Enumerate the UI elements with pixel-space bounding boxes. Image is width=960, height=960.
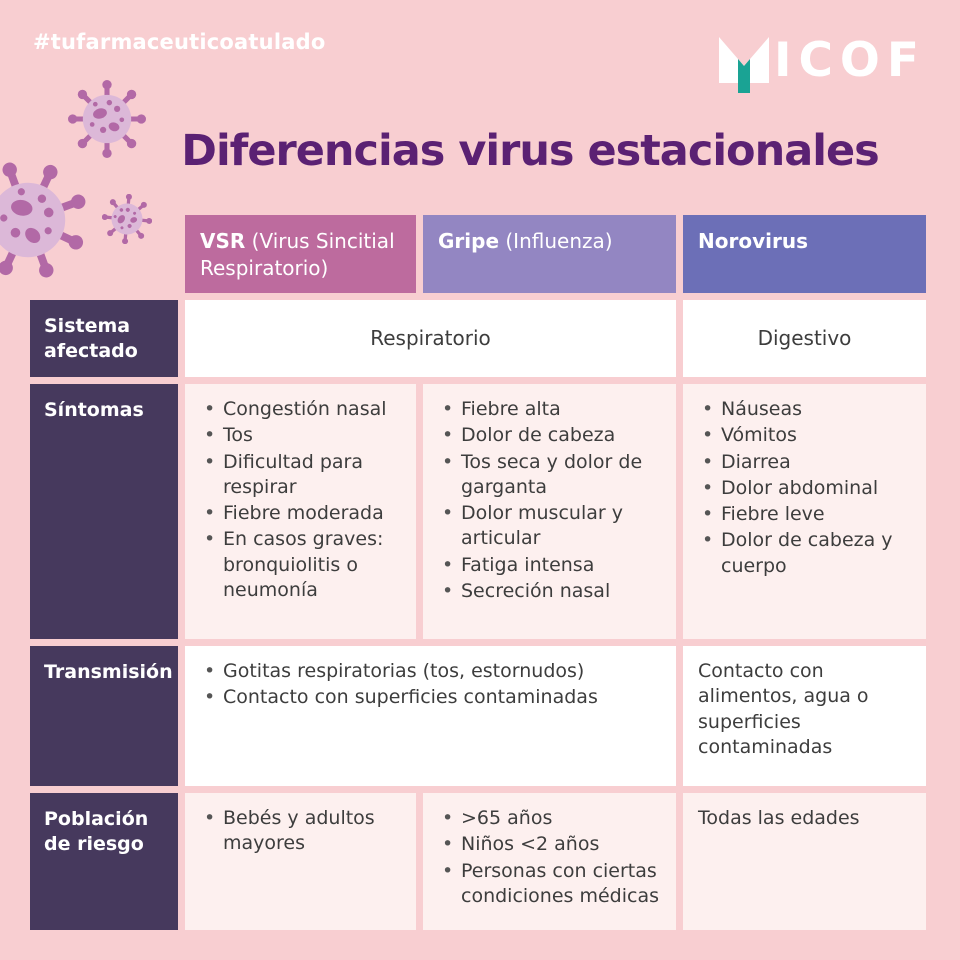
micof-logo [718,33,926,94]
cell-sintomas-vsr [185,384,416,639]
column-header-norovirus-bold: Norovirus [698,229,808,253]
list-item: • Fatiga intensa [438,553,661,578]
cell-sintomas-gripe [423,384,676,639]
cell-poblacion-gripe [423,793,676,930]
column-header-vsr [185,215,416,293]
sintomas-vsr-list [200,397,401,603]
list-item: • Dolor abdominal [698,476,911,501]
poblacion-vsr-list [200,806,401,857]
list-item: • >65 años [438,806,661,831]
list-item: • Secreción nasal [438,579,661,604]
list-item: • Dolor muscular y articular [438,501,661,552]
list-item: • Dificultad para respirar [200,450,401,501]
list-item: • Bebés y adultos mayores [200,806,401,857]
page-title: Diferencias virus estacionales [181,126,879,176]
micof-logo-text: ICOF [773,33,926,88]
list-item: • Tos [200,423,401,448]
column-header-vsr-rest: (Virus Sincitial Respiratorio) [200,229,395,280]
list-item: • Dolor de cabeza [438,423,661,448]
list-item: • Náuseas [698,397,911,422]
column-header-norovirus [683,215,926,293]
list-item: • Fiebre leve [698,502,911,527]
cell-sintomas-norovirus [683,384,926,639]
micof-logo-m-icon [718,36,770,94]
column-header-vsr-bold: VSR [200,229,246,253]
column-header-gripe-bold: Gripe [438,229,500,253]
row-label-sistema-afectado: Sistema afectado [30,300,178,377]
list-item: • Fiebre moderada [200,501,401,526]
row-label-sintomas: Síntomas [30,384,178,639]
list-item: • Niños <2 años [438,832,661,857]
cell-transmision-norovirus: Contacto con alimentos, agua o superficies contaminadas [683,646,926,786]
list-item: • Diarrea [698,450,911,475]
list-item: • Gotitas respiratorias (tos, estornudos) [200,659,661,684]
list-item: • Tos seca y dolor de garganta [438,450,661,501]
list-item: • Contacto con superficies contaminadas [200,685,661,710]
list-item: • Fiebre alta [438,397,661,422]
list-item: • Personas con ciertas condiciones médicas [438,859,661,910]
row-label-poblacion-de-riesgo: Población de riesgo [30,793,178,930]
column-header-gripe-rest: (Influenza) [499,229,613,253]
cell-poblacion-norovirus: Todas las edades [683,793,926,930]
row-label-transmision: Transmisión [30,646,178,786]
list-item: • Vómitos [698,423,911,448]
sintomas-gripe-list [438,397,661,604]
list-item: • Congestión nasal [200,397,401,422]
cell-transmision-respiratorios [185,646,676,786]
transmision-respiratorios-list [200,659,661,711]
list-item: • En casos graves: bronquiolitis o neumonía [200,527,401,603]
sintomas-norovirus-list [698,397,911,579]
hashtag-text: #tufarmaceuticoatulado [33,30,326,54]
cell-poblacion-vsr [185,793,416,930]
cell-sistema-digestivo: Digestivo [683,300,926,377]
list-item: • Dolor de cabeza y cuerpo [698,528,911,579]
column-header-gripe [423,215,676,293]
cell-sistema-respiratorio: Respiratorio [185,300,676,377]
poblacion-gripe-list [438,806,661,909]
comparison-table [30,215,926,930]
